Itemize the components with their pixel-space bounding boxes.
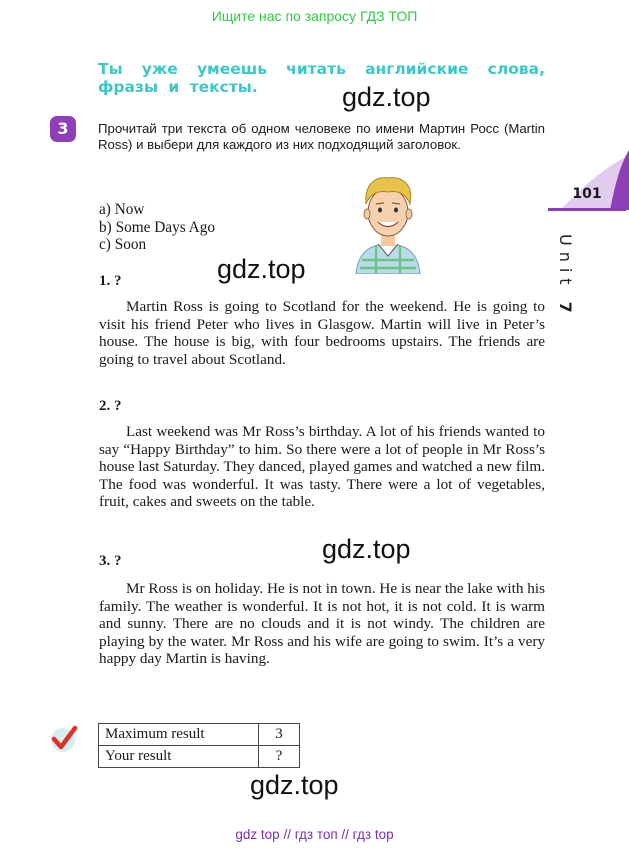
title-options xyxy=(99,201,215,254)
section-3-label: 3. ? xyxy=(99,553,122,569)
watermark: gdz.top xyxy=(250,770,339,800)
section-2-label: 2. ? xyxy=(99,398,122,414)
section-heading-line1: Ты уже умеешь читать английские слова, xyxy=(98,60,545,78)
result-value: 3 xyxy=(259,724,300,746)
section-1-text: Martin Ross is going to Scotland for the weekend. He is going to visit his friend Peter who lives in Glasgow. Martin will live in Peter’s house. The house is big, with four bedrooms upstairs. The friends are going to travel about Scotland. xyxy=(99,298,545,368)
section-heading-line2: фразы и тексты. xyxy=(98,78,258,96)
table-row xyxy=(99,724,300,746)
section-3-text: Mr Ross is on holiday. He is not in town. He is near the lake with his family. The weather is wonderful. It is not hot, it is not cold. It is warm and sunny. There are no clouds and it is not windy. The children are playing by the water. Mr Ross and his wife are going to swim. It’s a very happy day Martin is having. xyxy=(99,580,545,668)
task-number-badge: 3 xyxy=(50,116,76,142)
result-label: Maximum result xyxy=(99,724,259,746)
section-2-text: Last weekend was Mr Ross’s birthday. A lot of his friends wanted to say “Happy Birthday” to him. So there were a lot of people in Mr Ross’s house last Saturday. They danced, played games and watched a new film. The food was wonderful. It was tasty. There were a lot of vegetables, fruit, cakes and sweets on the table. xyxy=(99,423,545,511)
section-1-label: 1. ? xyxy=(99,273,122,289)
option-c: c) Soon xyxy=(99,236,147,253)
option-b: b) Some Days Ago xyxy=(99,218,215,236)
top-banner: Ищите нас по запросу ГДЗ ТОП xyxy=(211,8,418,24)
page-number: 101 xyxy=(572,186,602,202)
footer-links: gdz top // гдз топ // гдз top xyxy=(235,827,394,842)
martin-ross-illustration xyxy=(348,170,428,274)
watermark: gdz.top xyxy=(322,534,411,564)
task-instruction: Прочитай три текста об одном человеке по имени Мартин Росс (Martin Ross) и выбери для каждого из них подходящий заголовок. xyxy=(98,121,545,152)
watermark: gdz.top xyxy=(217,254,306,284)
unit-label: Unit 7 xyxy=(556,234,575,319)
table-row xyxy=(99,746,300,768)
result-value: ? xyxy=(259,746,300,768)
result-table xyxy=(98,723,300,768)
option-a: a) Now xyxy=(99,201,145,218)
result-label: Your result xyxy=(99,746,259,768)
watermark: gdz.top xyxy=(342,82,431,112)
page-number-underline xyxy=(548,208,626,211)
checkmark-icon xyxy=(48,724,80,754)
